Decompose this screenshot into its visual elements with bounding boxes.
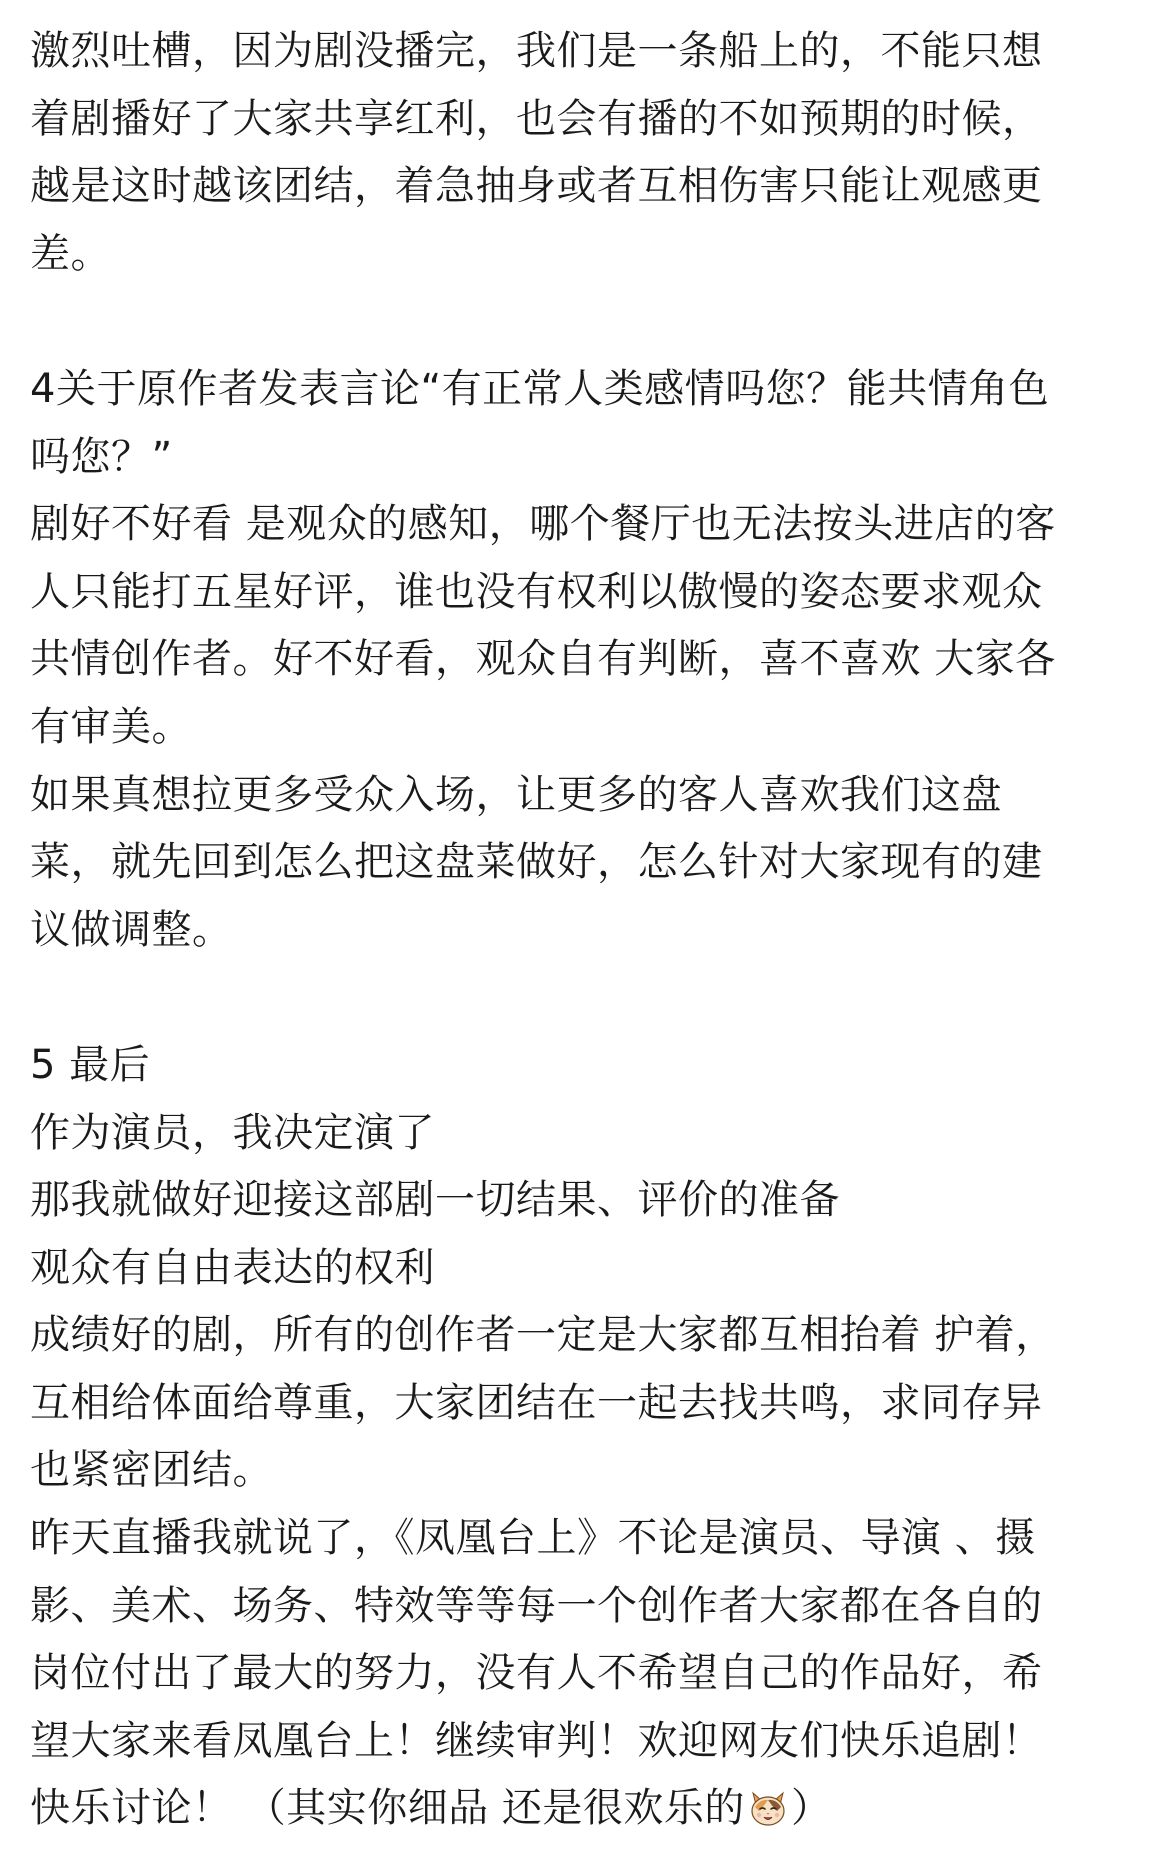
text-line: 4关于原作者发表言论“有正常人类感情吗您？能共情角色 [30, 365, 1050, 412]
text-line: 岗位付出了最大的努力，没有人不希望自己的作品好，希 [30, 1650, 1043, 1697]
text-line: 5 最后 [30, 1041, 151, 1088]
text-line: 剧好不好看 是观众的感知，哪个餐厅也无法按头进店的客 [30, 501, 1056, 548]
post-body-text [30, 18, 1170, 1843]
text-line: 成绩好的剧，所有的创作者一定是大家都互相抬着 护着， [30, 1312, 1056, 1359]
text-line: 激烈吐槽，因为剧没播完，我们是一条船上的，不能只想 [30, 28, 1043, 74]
text-line: 共情创作者。好不好看，观众自有判断，喜不喜欢 大家各 [30, 636, 1056, 683]
text-line: 议做调整。 [30, 906, 233, 953]
last-line-text: 快乐讨论！ （其实你细品 还是很欢乐的 [30, 1785, 745, 1832]
text-line: 望大家来看凤凰台上！继续审判！欢迎网友们快乐追剧！ [30, 1717, 1043, 1764]
paragraph-2 [30, 356, 1170, 964]
text-line: 作为演员，我决定演了 [30, 1109, 435, 1156]
text-line: 人只能打五星好评，谁也没有权利以傲慢的姿态要求观众 [30, 568, 1043, 615]
text-line: 菜，就先回到怎么把这盘菜做好，怎么针对大家现有的建 [30, 839, 1043, 886]
text-line: 越是这时越该团结，着急抽身或者互相伤害只能让观感更 [30, 163, 1043, 210]
paragraph-3 [30, 1032, 1170, 1843]
text-line: 观众有自由表达的权利 [30, 1244, 435, 1291]
text-line: 如果真想拉更多受众入场，让更多的客人喜欢我们这盘 [30, 771, 1002, 818]
cat-face-icon [747, 1783, 789, 1825]
text-line: 差。 [30, 230, 111, 277]
text-line: 也紧密团结。 [30, 1447, 273, 1494]
text-line: 有审美。 [30, 703, 192, 750]
text-line: 那我就做好迎接这部剧一切结果、评价的准备 [30, 1177, 840, 1224]
text-line: 互相给体面给尊重，大家团结在一起去找共鸣，求同存异 [30, 1379, 1043, 1426]
text-line: 影、美术、场务、特效等等每一个创作者大家都在各自的 [30, 1582, 1043, 1629]
text-line: 着剧播好了大家共享红利，也会有播的不如预期的时候， [30, 95, 1043, 142]
paragraph-spacer [30, 964, 1170, 1032]
text-line: 昨天直播我就说了，《凤凰台上》不论是演员、导演 、摄 [30, 1515, 1036, 1562]
text-line: 吗您？” [30, 433, 173, 480]
paragraph-1 [30, 18, 1170, 288]
closing-paren: ） [790, 1785, 832, 1832]
text-line-last [30, 1775, 1170, 1843]
paragraph-spacer [30, 288, 1170, 356]
